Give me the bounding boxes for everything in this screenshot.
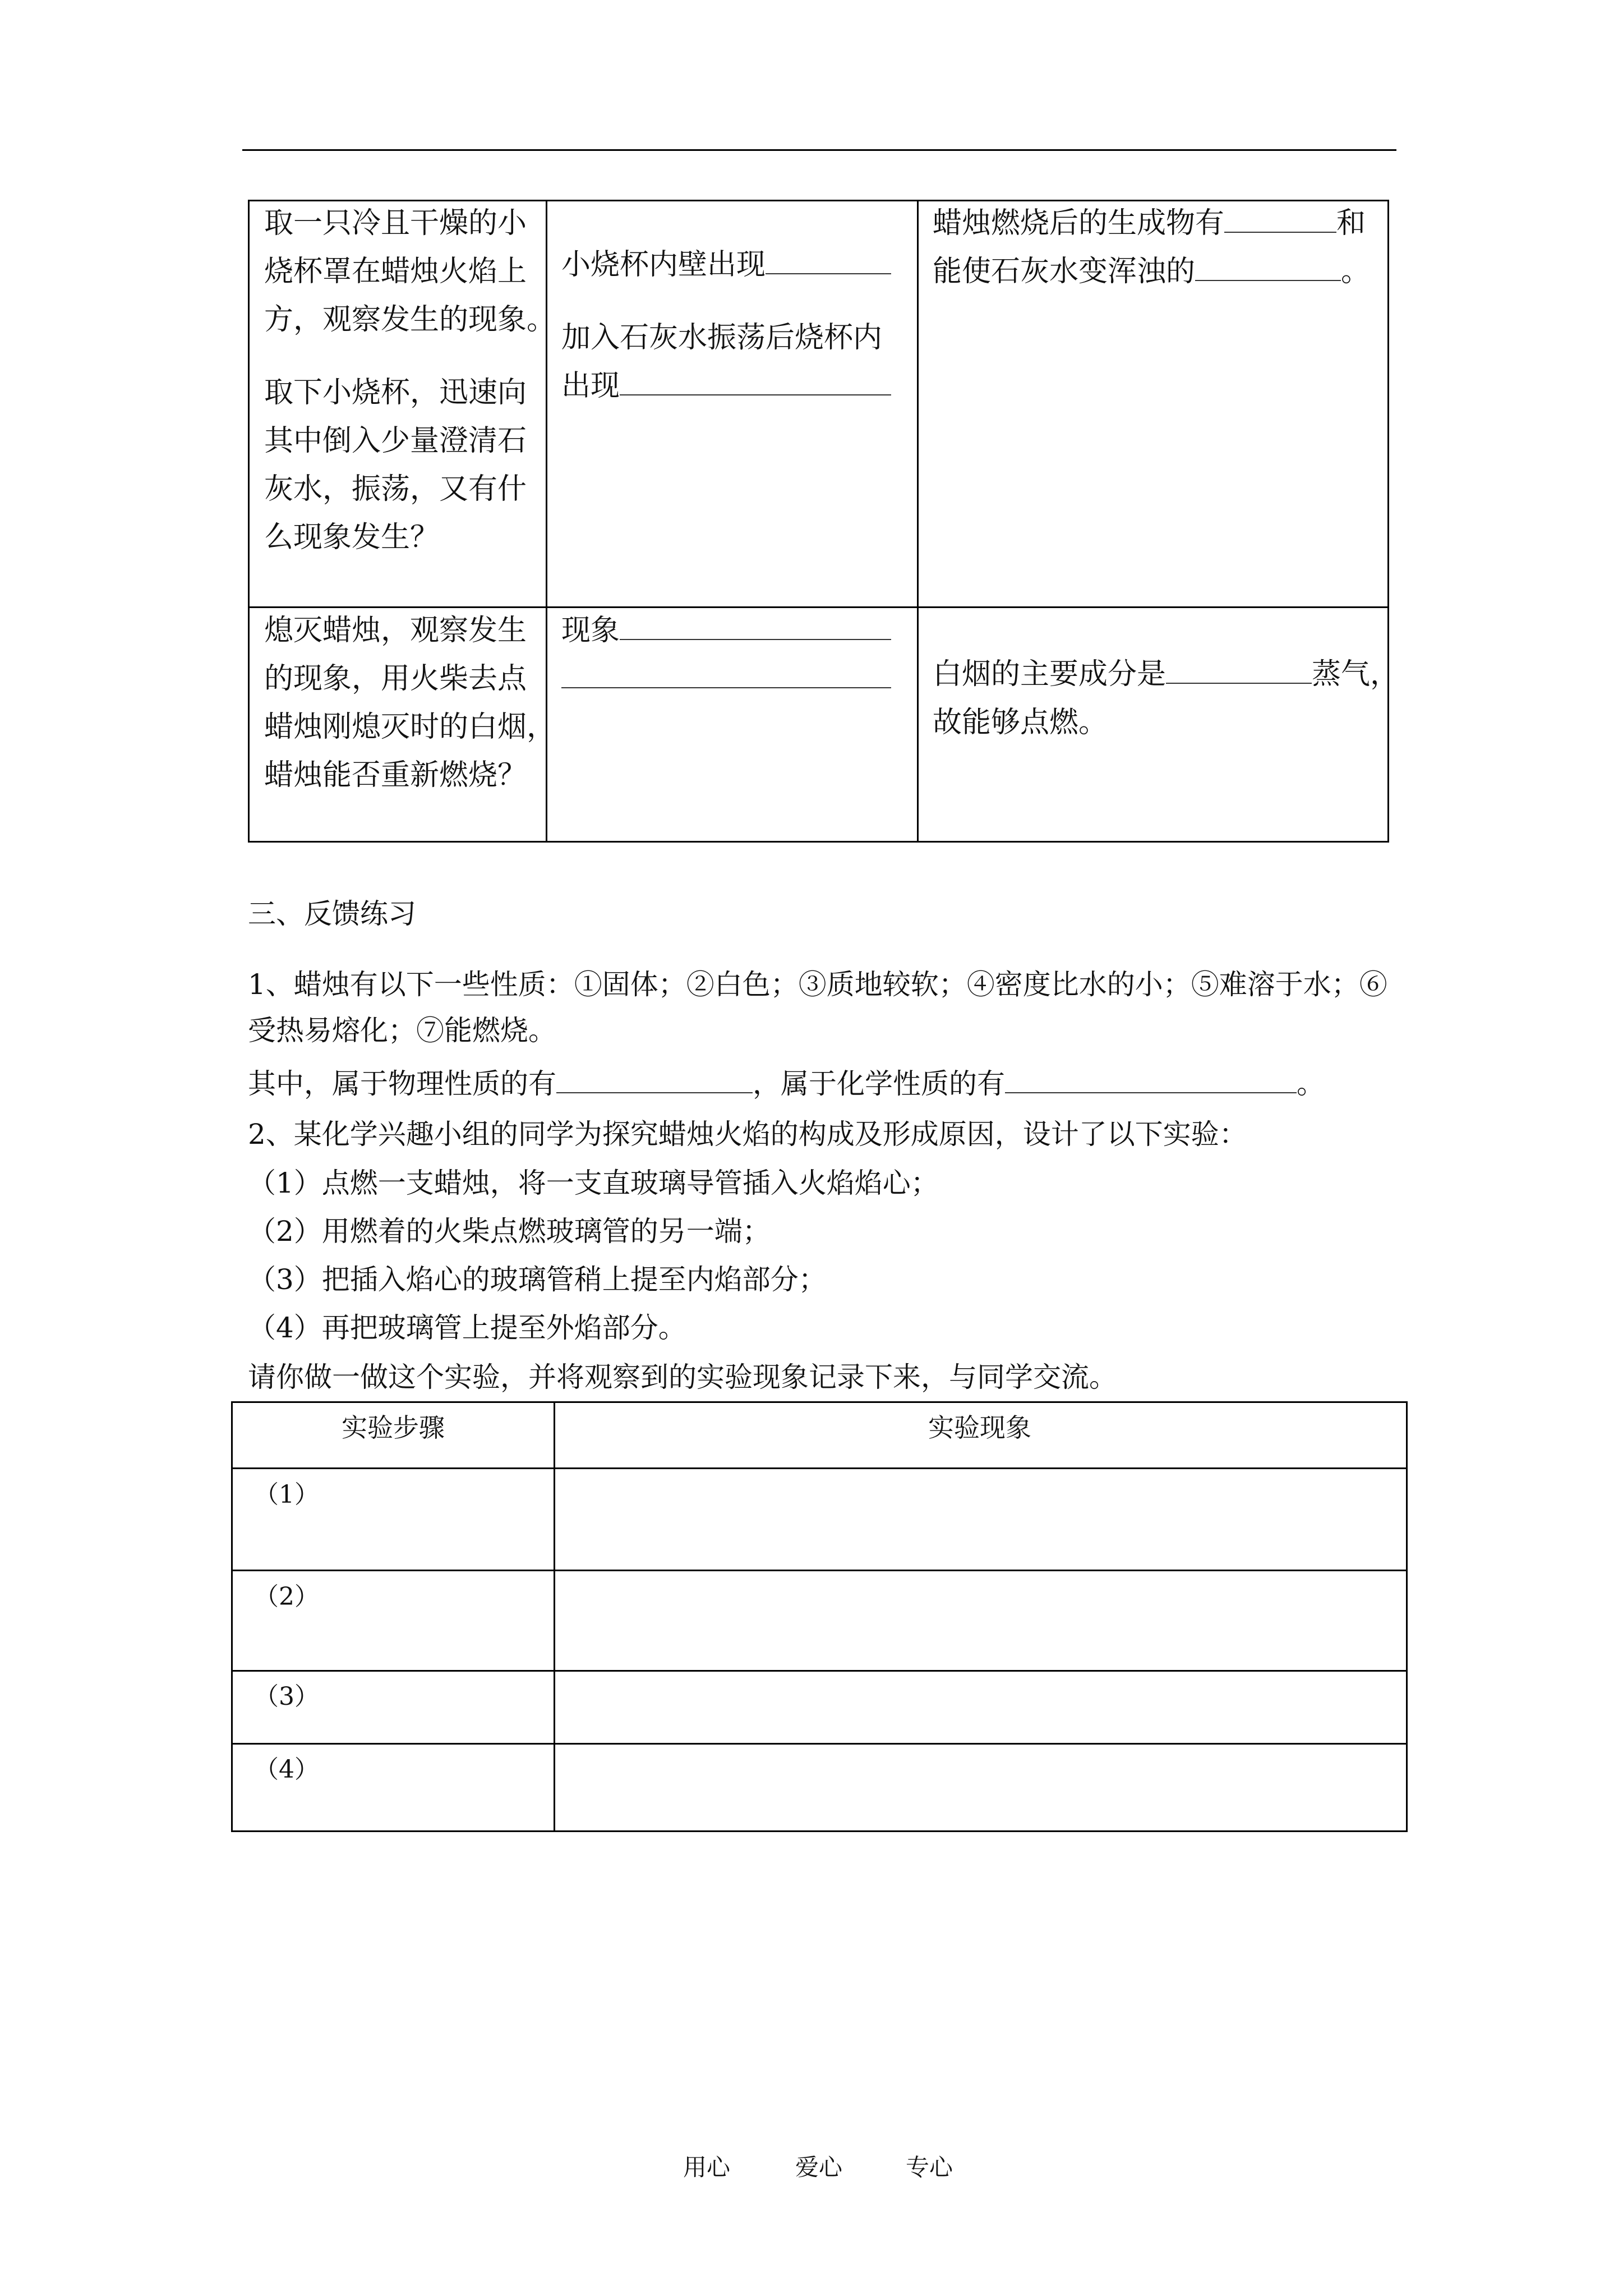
- footer-text: 用心: [683, 2154, 731, 2181]
- footer-text: 专心: [906, 2154, 953, 2181]
- answer-blank[interactable]: [561, 662, 891, 688]
- section-title: 三、反馈练习: [248, 898, 416, 930]
- conclusion-cell: 蜡烛燃烧后的生成物有 和 能使石灰水变浑浊的 。: [933, 206, 1371, 288]
- table-divider: [233, 1467, 1406, 1469]
- answer-blank[interactable]: [1224, 207, 1336, 233]
- conclusion-cell: 白烟的主要成分是 蒸气， 故能够点燃。: [933, 657, 1400, 739]
- table-divider: [233, 1570, 1406, 1571]
- step-description: 取一只冷且干燥的小 烧杯罩在蜡烛火焰上 方，观察发生的现象。 取下小烧杯，迅速向 其中倒入少量澄清石 灰水，振荡，又有什 么现象发生？: [264, 206, 556, 554]
- procedure-step: （4）再把玻璃管上提至外焰部分。: [248, 1312, 686, 1344]
- question-1-line: 1、蜡烛有以下一些性质：①固体；②白色；③质地较软；④密度比水的小；⑤难溶于水；⑥: [248, 968, 1387, 1001]
- column-header: 实验现象: [928, 1412, 1031, 1443]
- question-1-line: 受热易熔化；⑦能燃烧。: [248, 1014, 556, 1047]
- step-description: 熄灭蜡烛，观察发生 的现象，用火柴去点 蜡烛刚熄灭时的白烟， 蜡烛能否重新燃烧？: [264, 614, 556, 792]
- answer-blank[interactable]: [556, 1070, 753, 1093]
- answer-blank[interactable]: [1195, 255, 1341, 281]
- observation-cell: 小烧杯内壁出现 加入石灰水振荡后烧杯内 出现: [561, 241, 891, 410]
- column-header: 实验步骤: [342, 1412, 445, 1443]
- step-label: （3）: [254, 1682, 319, 1711]
- answer-blank[interactable]: [620, 614, 891, 640]
- question-1-answer-line: 其中，属于物理性质的有 ，属于化学性质的有 。: [248, 1068, 1325, 1100]
- procedure-step: （2）用燃着的火柴点燃玻璃管的另一端；: [248, 1215, 771, 1248]
- step-label: （4）: [254, 1755, 319, 1784]
- table-divider: [233, 1743, 1406, 1745]
- observation-cell: 现象: [561, 606, 891, 703]
- answer-blank[interactable]: [620, 370, 891, 395]
- step-label: （2）: [254, 1582, 319, 1611]
- record-table: [231, 1401, 1408, 1832]
- table-divider: [233, 1670, 1406, 1672]
- experiment-table: [248, 200, 1400, 843]
- footer-text: 爱心: [795, 2154, 843, 2181]
- question-2-outro: 请你做一做这个实验，并将观察到的实验现象记录下来，与同学交流。: [248, 1361, 1117, 1393]
- answer-blank[interactable]: [766, 249, 891, 274]
- answer-blank[interactable]: [1166, 658, 1312, 684]
- procedure-step: （1）点燃一支蜡烛，将一支直玻璃导管插入火焰焰心；: [248, 1167, 939, 1199]
- answer-blank[interactable]: [1005, 1070, 1297, 1093]
- question-2-intro: 2、某化学兴趣小组的同学为探究蜡烛火焰的构成及形成原因，设计了以下实验：: [248, 1118, 1247, 1151]
- procedure-step: （3）把插入焰心的玻璃管稍上提至内焰部分；: [248, 1263, 827, 1296]
- table-divider: [917, 201, 919, 841]
- header-rule: [242, 149, 1396, 151]
- step-label: （1）: [254, 1480, 319, 1509]
